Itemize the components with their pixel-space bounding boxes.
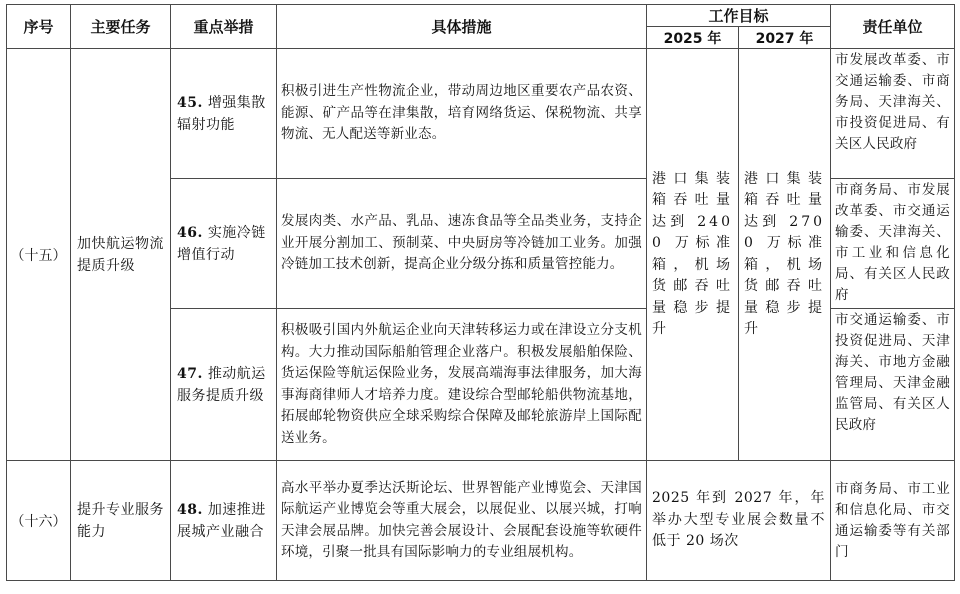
header-year-2025: 2025 年 — [647, 27, 739, 49]
row-48-responsible: 市商务局、市工业和信息化局、市交通运输委等有关部门 — [831, 461, 955, 581]
row-48-measure — [171, 461, 277, 581]
header-main-task: 主要任务 — [71, 5, 171, 49]
header-responsible: 责任单位 — [831, 5, 955, 49]
group-16-seq: （十六） — [7, 461, 71, 581]
row-45-measure-text: 增强集散辐射功能 — [177, 94, 266, 133]
row-45-number: 45. — [177, 94, 203, 111]
row-46-measure — [171, 179, 277, 309]
row-47-detail: 积极吸引国内外航运企业向天津转移运力或在津设立分支机构。大力推动国际船舶管理企业落户。积极发展船舶保险、货运保险等航运保险业务，发展高端海事法律服务，加大海事海商律师人才培养力度。建设综合型邮轮船供物流基地，拓展邮轮物资供应全球采购综合保障及邮轮旅游岸上国际配送业务。 — [277, 309, 647, 461]
row-47-number: 47. — [177, 365, 203, 382]
row-48-detail: 高水平举办夏季达沃斯论坛、世界智能产业博览会、天津国际航运产业博览会等重大展会，以展促业、以展兴城，打响天津会展品牌。加快完善会展设计、会展配套设施等软硬件环境，引聚一批具有国际影响力的专业组展机构。 — [277, 461, 647, 581]
row-48-target: 2025 年到 2027 年，年举办大型专业展会数量不低于 20 场次 — [647, 461, 831, 581]
row-46-detail: 发展肉类、水产品、乳品、速冻食品等全品类业务，支持企业开展分割加工、预制菜、中央厨房等冷链加工业务。加强冷链加工技术创新，提高企业分级分拣和质量管控能力。 — [277, 179, 647, 309]
header-seq: 序号 — [7, 5, 71, 49]
policy-table-container — [6, 4, 955, 581]
group-16-task: 提升专业服务能力 — [71, 461, 171, 581]
table-row-45 — [7, 49, 955, 179]
row-48-number: 48. — [177, 501, 203, 518]
group-15-task: 加快航运物流提质升级 — [71, 49, 171, 461]
header-year-2027: 2027 年 — [739, 27, 831, 49]
header-work-target: 工作目标 — [647, 5, 831, 27]
group-15-seq: （十五） — [7, 49, 71, 461]
table-row-48 — [7, 461, 955, 581]
row-48-measure-text: 加速推进展城产业融合 — [177, 501, 266, 540]
policy-table — [6, 4, 955, 581]
row-45-detail: 积极引进生产性物流企业，带动周边地区重要农产品农资、能源、矿产品等在津集散，培育网络货运、保税物流、共享物流、无人配送等新业态。 — [277, 49, 647, 179]
row-47-measure — [171, 309, 277, 461]
group-15-target-2027: 港口集装箱吞吐量达到 2700 万标准箱，机场货邮吞吐量稳步提升 — [739, 49, 831, 461]
row-45-measure — [171, 49, 277, 179]
group-15-target-2025: 港口集装箱吞吐量达到 2400 万标准箱，机场货邮吞吐量稳步提升 — [647, 49, 739, 461]
header-row-1 — [7, 5, 955, 27]
row-45-responsible: 市发展改革委、市交通运输委、市商务局、天津海关、市投资促进局、有关区人民政府 — [831, 49, 955, 179]
row-47-responsible: 市交通运输委、市投资促进局、天津海关、市地方金融管理局、天津金融监管局、有关区人民政府 — [831, 309, 955, 461]
row-46-responsible: 市商务局、市发展改革委、市交通运输委、天津海关、市工业和信息化局、有关区人民政府 — [831, 179, 955, 309]
row-47-measure-text: 推动航运服务提质升级 — [177, 365, 266, 404]
row-46-measure-text: 实施冷链增值行动 — [177, 224, 266, 263]
header-key-measure: 重点举措 — [171, 5, 277, 49]
row-46-number: 46. — [177, 224, 203, 241]
header-specific-measure: 具体措施 — [277, 5, 647, 49]
